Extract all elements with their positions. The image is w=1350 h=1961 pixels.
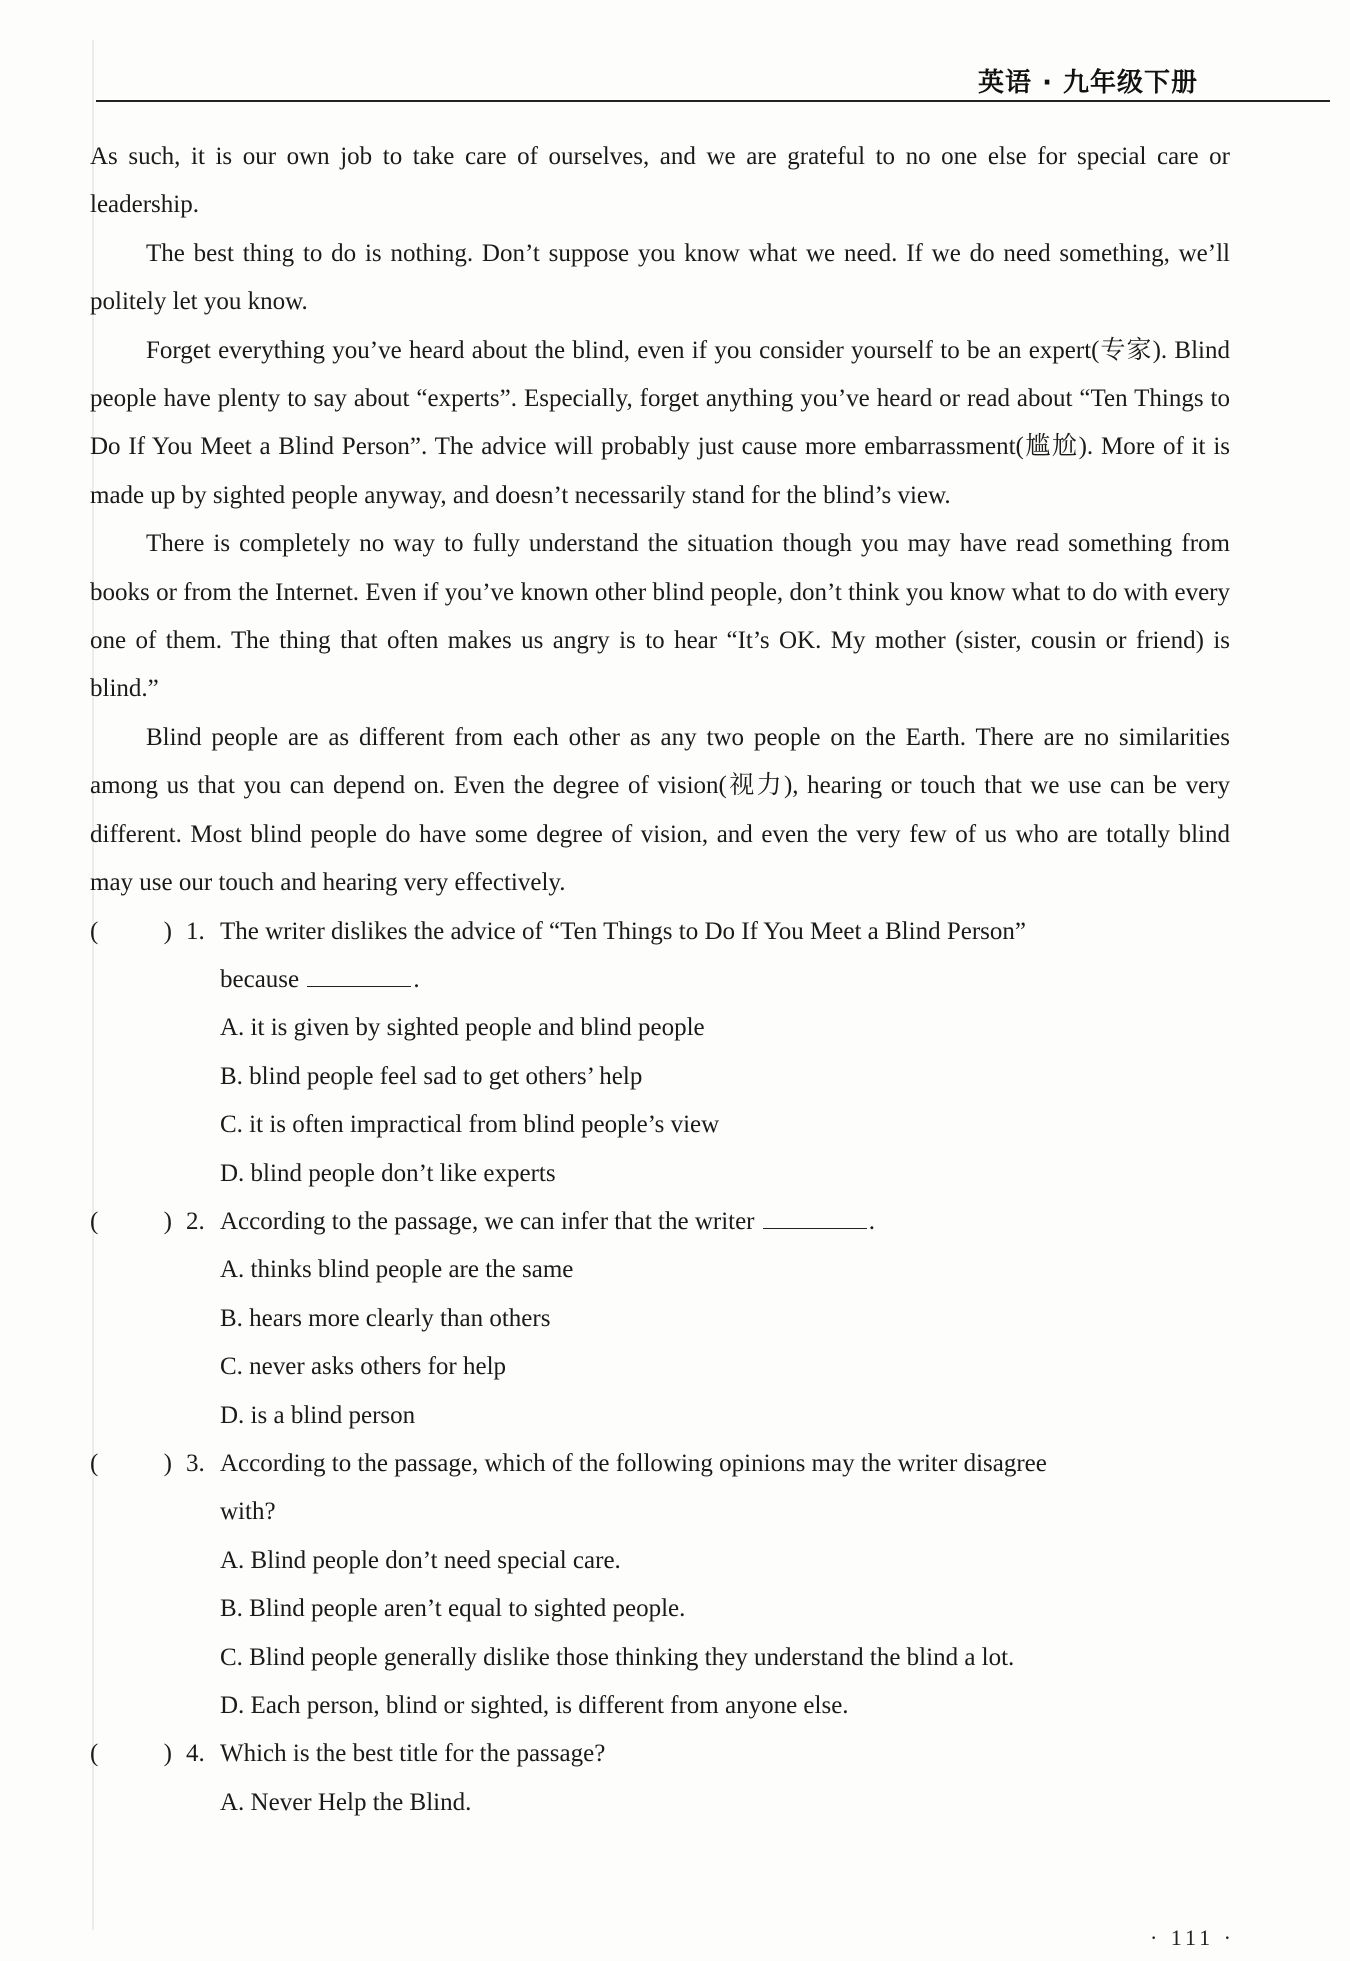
question-continuation — [90, 956, 1230, 1004]
option-c: C. Blind people generally dislike those thinking they understand the blind a lot. — [220, 1643, 1015, 1671]
option-a: A. it is given by sighted people and blind people — [220, 1014, 705, 1042]
question-stem: According to the passage, we can infer that the writer — [220, 1207, 755, 1235]
option-c: C. it is often impractical from blind people’s view — [220, 1111, 720, 1139]
question-4 — [90, 1730, 1230, 1827]
option-d: D. Each person, blind or sighted, is different from anyone else. — [220, 1692, 849, 1719]
question-number: 2. — [186, 1207, 205, 1235]
header-title: 英语 · 九年级下册 — [978, 68, 1198, 98]
option-b: B. hears more clearly than others — [220, 1304, 551, 1332]
answer-blank[interactable] — [307, 966, 411, 987]
bracket-open: ( — [90, 1207, 99, 1235]
sentence-end: . — [868, 1207, 876, 1235]
passage-paragraph: As such, it is our own job to take care of ourselves, and we are grateful to no one else for special care or leadership. — [90, 143, 1230, 219]
question-3 — [90, 1440, 1230, 1730]
option-c: C. never asks others for help — [220, 1353, 507, 1381]
question-number: 3. — [186, 1449, 205, 1477]
bracket-open: ( — [90, 917, 99, 945]
bracket-open: ( — [90, 1449, 99, 1477]
question-text — [220, 1198, 1230, 1246]
passage-paragraph: There is completely no way to fully understand the situation though you may have read something from books or from the Internet. Even if you’ve known other blind people, don’t think you know what to do with every one of them. The thing that often makes us angry is to hear “It’s OK. My mother (sister, cousin or friend) is blind.” — [90, 530, 1230, 703]
question-line — [90, 1730, 1230, 1778]
option-b: B. Blind people aren’t equal to sighted people. — [220, 1595, 686, 1623]
sentence-end: . — [413, 965, 420, 993]
passage-paragraph: The best thing to do is nothing. Don’t suppose you know what we need. If we do need something, we’ll politely let you know. — [90, 239, 1230, 316]
answer-bracket[interactable] — [90, 1730, 186, 1778]
answer-blank[interactable] — [763, 1208, 867, 1229]
option-a: A. Blind people don’t need special care. — [220, 1546, 621, 1574]
question-2 — [90, 1198, 1230, 1440]
bracket-close: ) — [163, 1207, 172, 1235]
option-a: A. Never Help the Blind. — [220, 1788, 472, 1816]
question-text: According to the passage, which of the following opinions may the writer disagree — [220, 1449, 1047, 1477]
header-rule — [96, 100, 1330, 102]
question-1 — [90, 908, 1230, 1198]
question-line — [90, 908, 1230, 956]
question-number: 1. — [186, 917, 205, 945]
question-line — [90, 1198, 1230, 1246]
option-b: B. blind people feel sad to get others’ help — [220, 1062, 643, 1090]
option-d: D. is a blind person — [220, 1401, 416, 1429]
option-d: D. blind people don’t like experts — [220, 1159, 556, 1187]
bracket-close: ) — [163, 1740, 172, 1768]
answer-bracket[interactable] — [90, 1198, 186, 1246]
question-line — [90, 1440, 1230, 1488]
page-header — [96, 58, 1330, 102]
question-continuation: with? — [220, 1498, 276, 1526]
page-content — [90, 133, 1230, 1827]
passage-paragraph: Forget everything you’ve heard about the blind, even if you consider yourself to be an expert(专家). Blind people have plenty to say about “experts”. Especially, forget anything you’ve heard or read about “Ten Things to Do If You Meet a Blind Person”. The advice will probably just cause more embarrassment(尴尬). More of it is made up by sighted people anyway, and doesn’t necessarily stand for the blind’s view. — [90, 336, 1230, 509]
question-text: Which is the best title for the passage? — [220, 1740, 606, 1768]
continuation-text: because — [220, 965, 300, 993]
option-a: A. thinks blind people are the same — [220, 1256, 574, 1284]
bracket-close: ) — [163, 917, 172, 945]
passage-paragraph: Blind people are as different from each other as any two people on the Earth. There are no similarities among us that you can depend on. Even the degree of vision(视力), hearing or touch that we use can be very different. Most blind people do have some degree of vision, and even the very few of us who are totally blind may use our touch and hearing very effectively. — [90, 723, 1230, 897]
page-number: · 111 · — [1149, 1925, 1235, 1950]
bracket-open: ( — [90, 1740, 99, 1768]
answer-bracket[interactable] — [90, 1440, 186, 1488]
answer-bracket[interactable] — [90, 908, 186, 956]
question-number: 4. — [186, 1740, 205, 1768]
bracket-close: ) — [163, 1449, 172, 1477]
question-text: The writer dislikes the advice of “Ten Things to Do If You Meet a Blind Person” — [220, 917, 1026, 945]
